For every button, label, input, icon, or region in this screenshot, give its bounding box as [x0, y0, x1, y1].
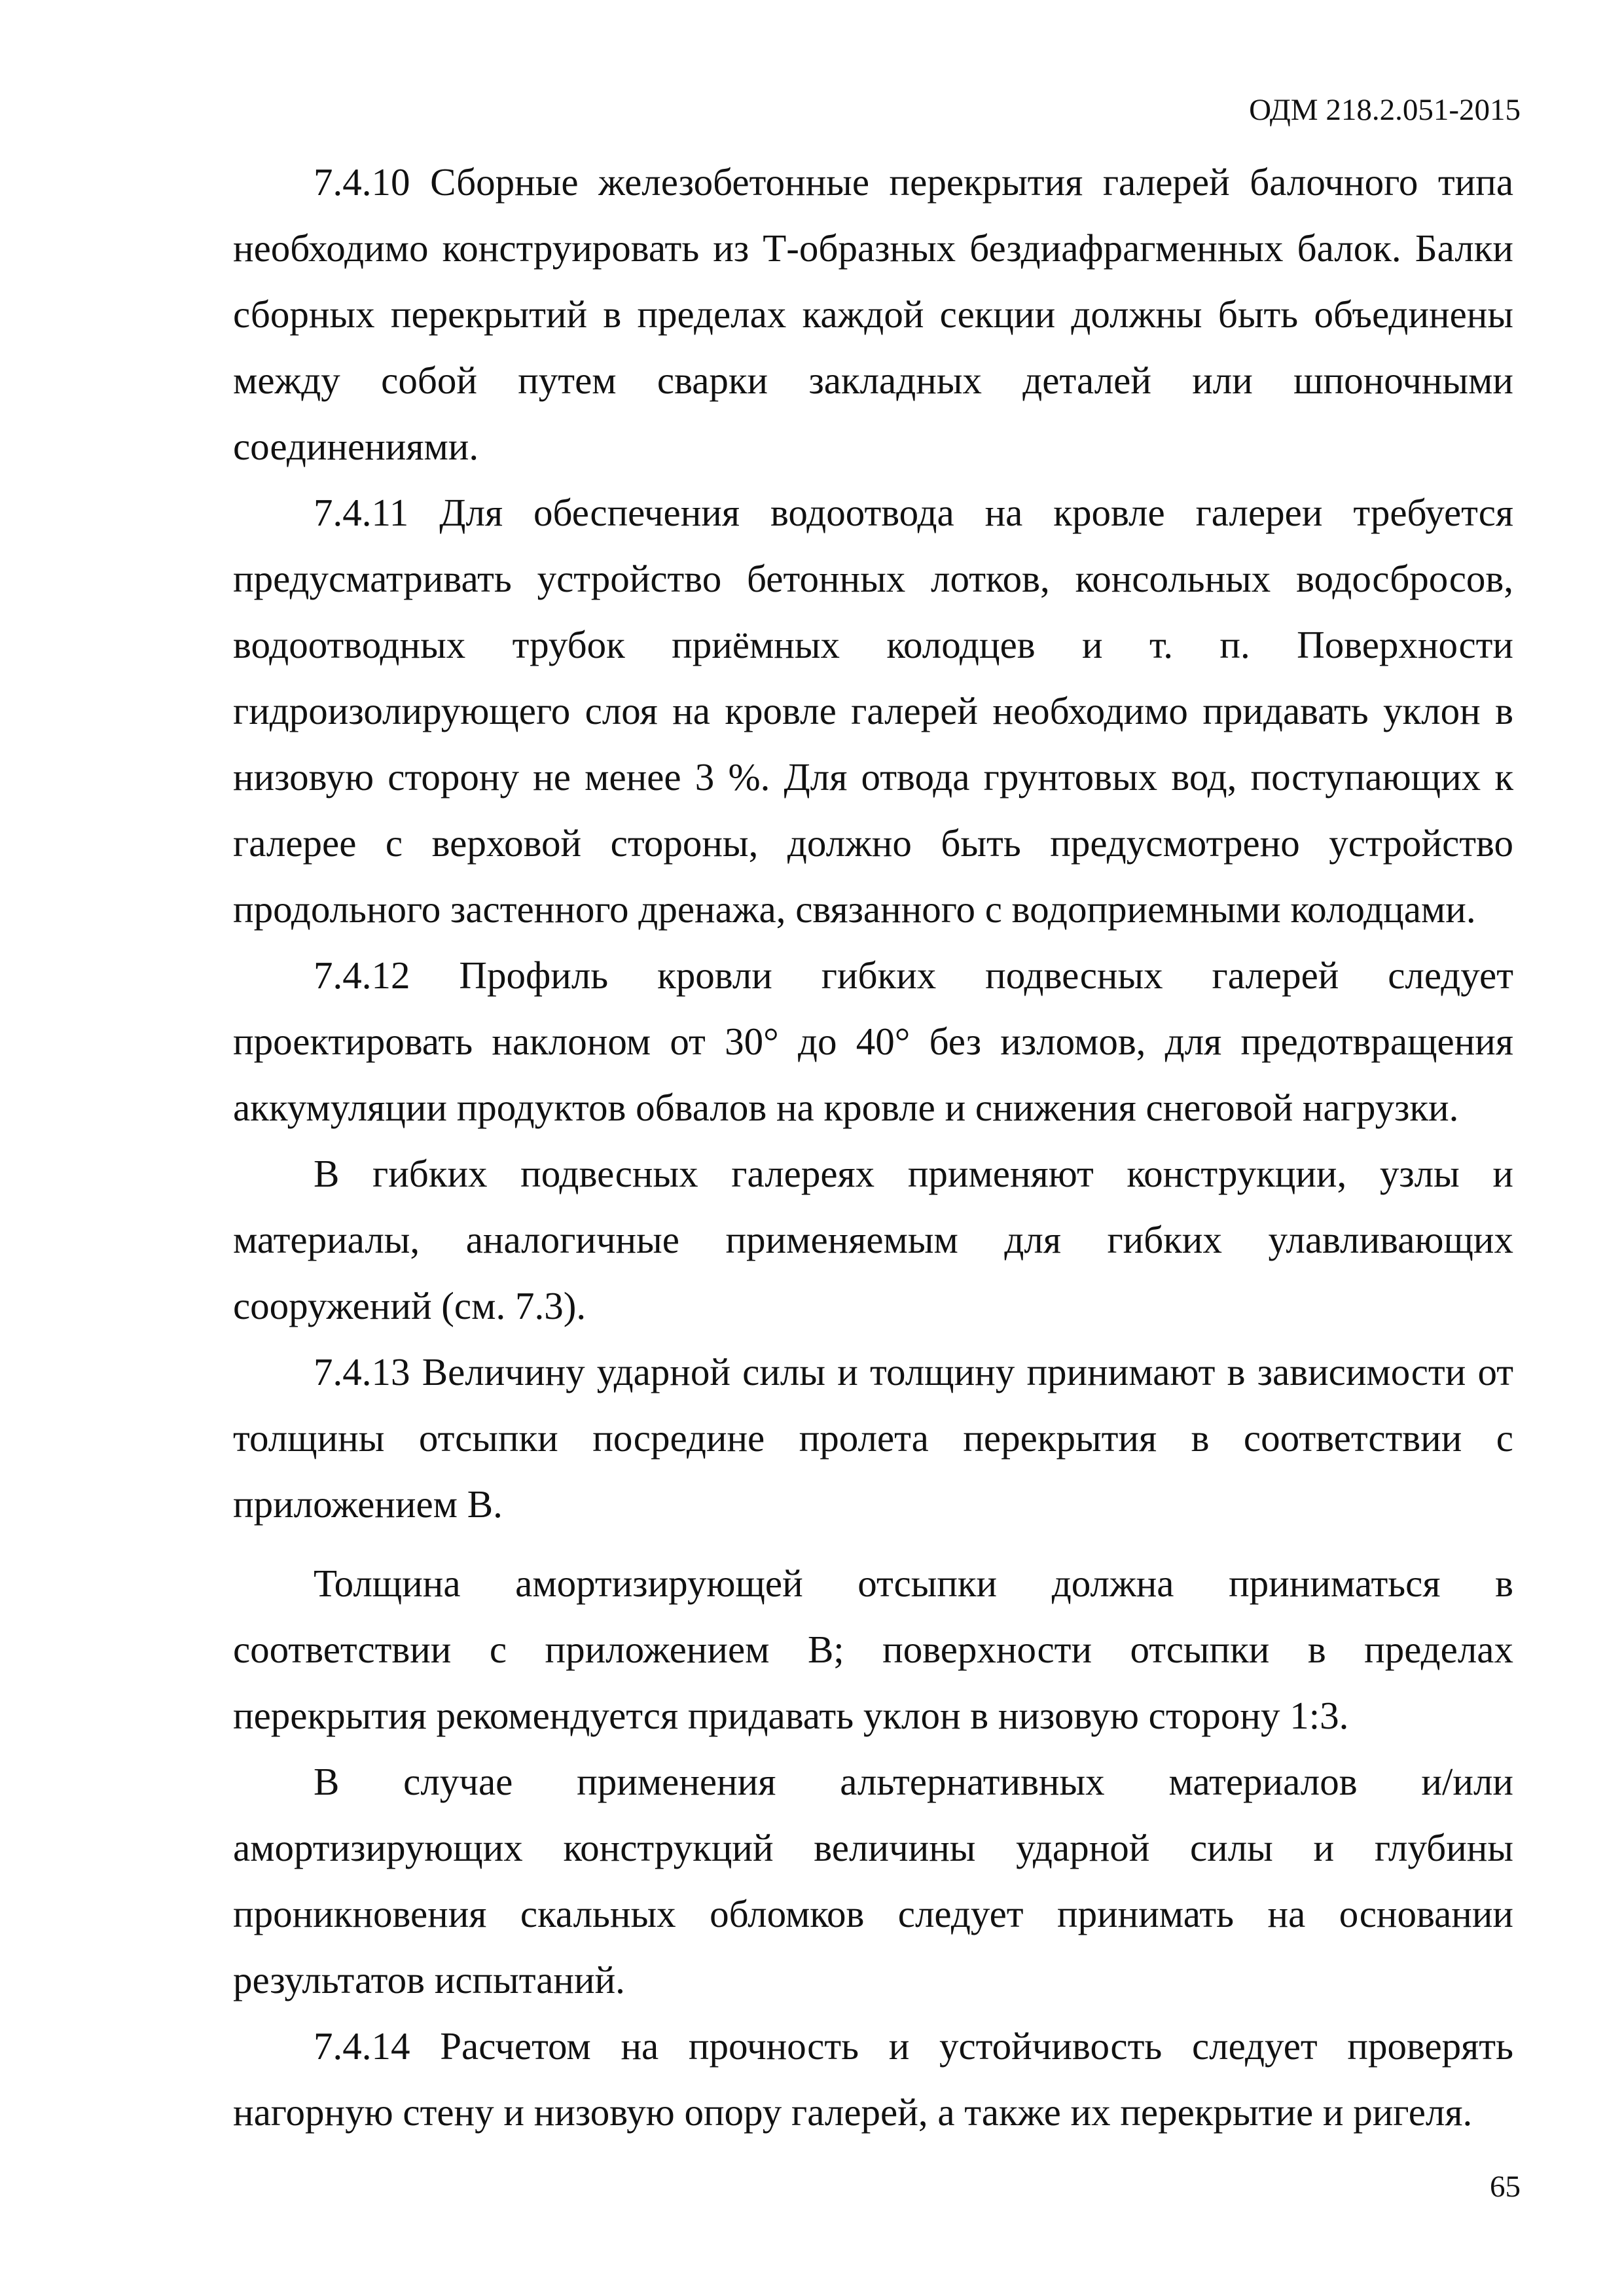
paragraph-text: Для обеспечения водоотвода на кровле галереи требуется предусматривать устройство бетонных лотков, консольных водосбросов, водоотводных трубок приёмных колодцев и т. п. Поверхности гидроизолирующего слоя на кровле галерей необходимо придавать уклон в низовую сторону не менее 3 %. Для отвода грунтовых вод, поступающих к галерее с верховой стороны, должно быть предусмотрено устройство продольного застенного дренажа, связанного с водоприемными колодцами. — [233, 491, 1514, 931]
page-body — [233, 149, 1513, 2145]
paragraph-7-4-13 — [233, 1339, 1513, 1537]
paragraph-text: Профиль кровли гибких подвесных галерей следует проектировать наклоном от 30° до 40° без изломов, для предотвращения аккумуляции продуктов обвалов на кровле и снижения снеговой нагрузки. — [233, 954, 1513, 1129]
paragraph-7-4-12 — [233, 942, 1513, 1141]
paragraph-7-4-14 — [233, 2013, 1513, 2145]
paragraph-fill-thickness — [233, 1551, 1513, 1749]
paragraph-text: В гибких подвесных галереях применяют конструкции, узлы и материалы, аналогичные применяемым для гибких улавливающих сооружений (см. 7.3). — [233, 1152, 1513, 1327]
document-code-header: ОДМ 218.2.051-2015 — [1249, 93, 1521, 127]
clause-number: 7.4.14 — [314, 2024, 410, 2068]
clause-number: 7.4.13 — [314, 1350, 410, 1393]
clause-number: 7.4.10 — [314, 160, 410, 204]
clause-number: 7.4.12 — [314, 954, 410, 997]
paragraph-7-4-10 — [233, 149, 1513, 480]
paragraph-text: В случае применения альтернативных материалов и/или амортизирующих конструкций величины ударной силы и глубины проникновения скальных обломков следует принимать на основании результатов испытаний. — [233, 1760, 1513, 2001]
paragraph-text: Толщина амортизирующей отсыпки должна приниматься в соответствии с приложением В; поверхности отсыпки в пределах перекрытия рекомендуется придавать уклон в низовую сторону 1:3. — [233, 1562, 1513, 1737]
paragraph-alternative-materials — [233, 1749, 1513, 2013]
clause-number: 7.4.11 — [314, 491, 409, 534]
paragraph-flexible-galleries — [233, 1141, 1513, 1339]
paragraph-7-4-11 — [233, 480, 1513, 942]
paragraph-text: Расчетом на прочность и устойчивость следует проверять нагорную стену и низовую опору галерей, а также их перекрытие и ригеля. — [233, 2024, 1514, 2134]
paragraph-text: Величину ударной силы и толщину принимают в зависимости от толщины отсыпки посредине пролета перекрытия в соответствии с приложением В. — [233, 1350, 1513, 1526]
paragraph-text: Сборные железобетонные перекрытия галерей балочного типа необходимо конструировать из Т-образных бездиафрагменных балок. Балки сборных перекрытий в пределах каждой секции должны быть объединены между собой путем сварки закладных деталей или шпоночными соединениями. — [233, 160, 1514, 468]
page-number: 65 — [1490, 2170, 1521, 2204]
